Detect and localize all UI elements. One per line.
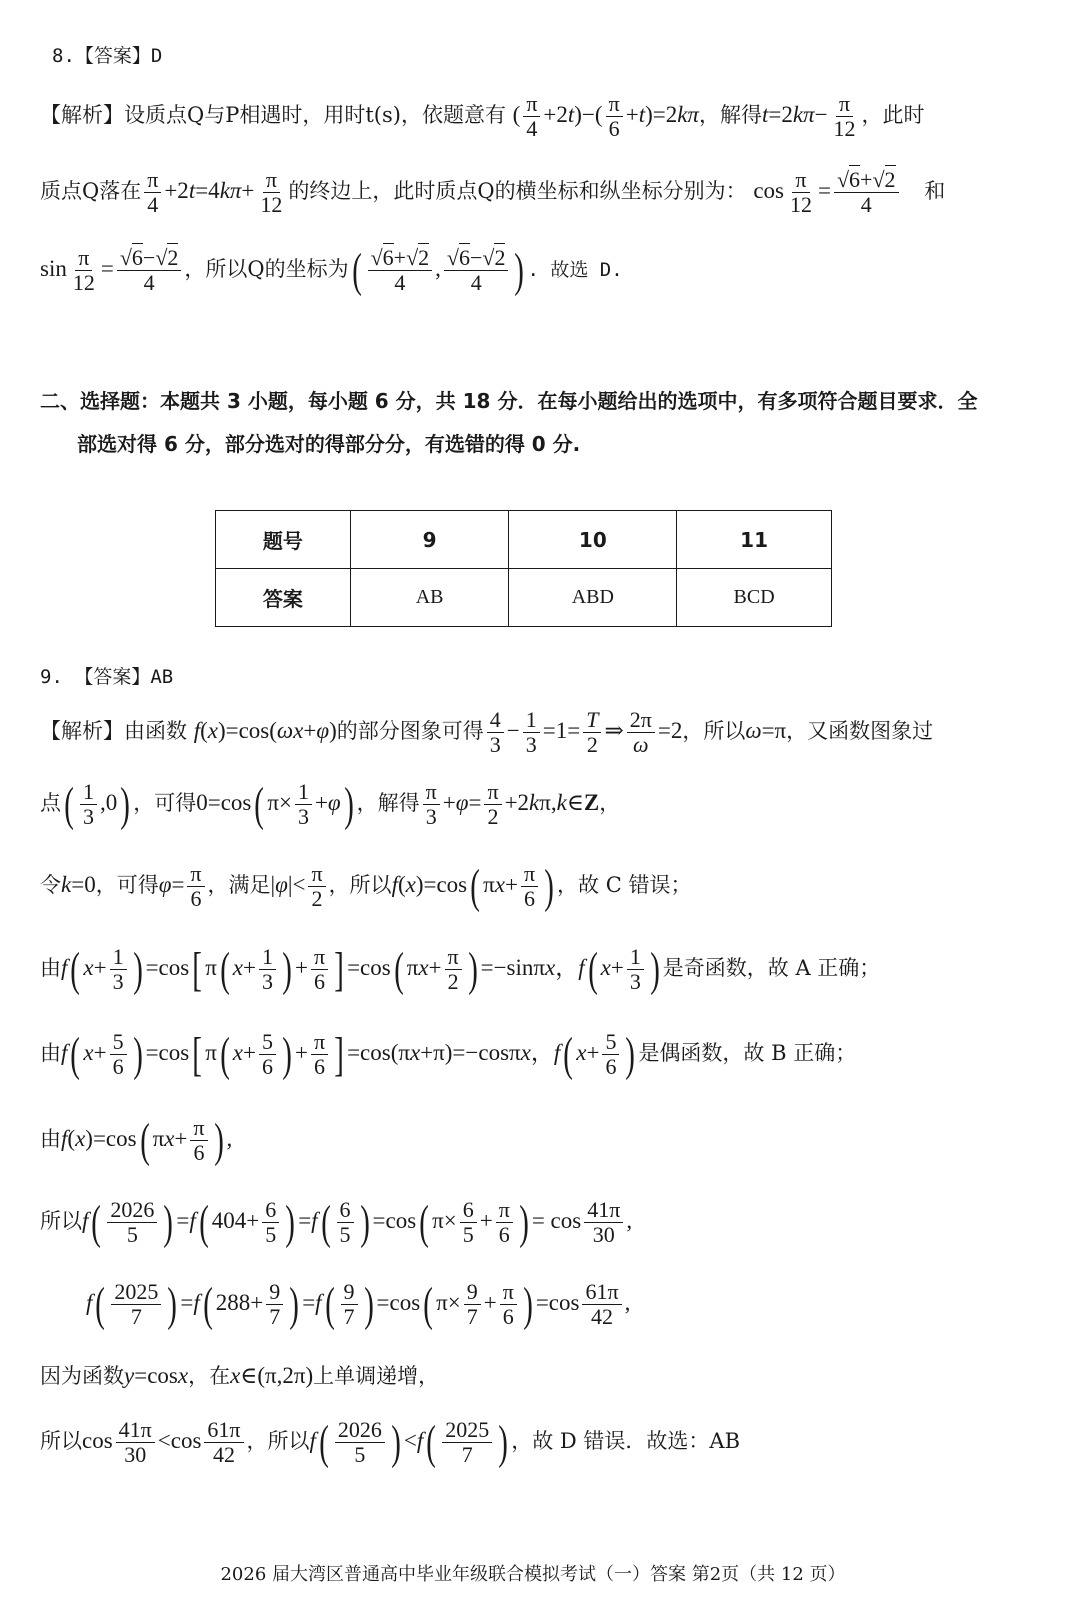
page-footer: 2026 届大湾区普通高中毕业年级联合模拟考试（一）答案 第2页（共 12 页） <box>220 1564 846 1585</box>
q8-text-1b: ，解得 <box>698 102 762 127</box>
q9-text-3b: ，可得 <box>95 872 159 897</box>
q9-equation-zero: 0=cos( π× $\frac{1}{3}$ +φ) <box>196 777 354 831</box>
q8-equation-meet: ( $\frac{\pi}{4}$ +2t)−( $\frac{\pi}{6}$ +t)=2kπ <box>512 91 699 142</box>
q8-text-1a: 设质点Q与P相遇时，用时t(s)，依题意有 <box>124 102 506 127</box>
q8-text-2a: 质点Q落在 <box>40 178 142 203</box>
q9-function-def: f(x)=cos(ωx+φ) <box>193 717 337 743</box>
q9-answer-label: 9. 【答案】AB <box>40 666 174 688</box>
q8-text-2b: 的终边上，此时质点Q的横坐标和纵坐标分别为： <box>288 178 747 203</box>
q8-equation-coord: ( $\frac{√6+√2}{4}$ , $\frac{√6-√2}{4}$ ) <box>351 243 525 297</box>
q8-equation-t: t=2kπ− $\frac{\pi}{12}$ <box>761 91 856 142</box>
answer-table <box>215 510 832 627</box>
q9-text-2b: ，可得 <box>133 790 197 815</box>
table-question-9: 9 <box>350 511 509 569</box>
q9-equation-odd: f( x+ $\frac{1}{3}$ ) =cos[ π( x+ $\frac{1}{3}$ ) + $\frac{\pi}{6}$ ] =cos( πx+ $\frac{\pi}{2}$ ) =−sinπx，f( x+ $\frac{1}{3}$ ) <box>61 942 660 996</box>
q9-line-4 <box>40 942 881 996</box>
q9-you-6: 由 <box>40 1126 61 1151</box>
q9-f-restate: f(x)=cos( πx+ $\frac{\pi}{6}$ ) , <box>61 1113 233 1167</box>
table-header-label: 题号 <box>216 511 351 569</box>
table-question-10: 10 <box>509 511 677 569</box>
q9-omega: ω=π <box>745 717 787 743</box>
q9-text-10a: 所以 <box>40 1428 82 1453</box>
table-answer-9: AB <box>350 569 509 627</box>
q9-equation-phi: $\frac{\pi}{3}$ +φ= $\frac{\pi}{2}$ +2kπ,k∈Z <box>420 790 600 815</box>
q9-text-1a: 由函数 <box>124 718 187 743</box>
q9-f-result: f(x)=cos( πx+ $\frac{\pi}{6}$ ) <box>391 859 554 913</box>
q9-line-3 <box>40 859 692 913</box>
answer-table-header-row <box>216 511 832 569</box>
q8-line-3 <box>40 243 623 297</box>
q9-text-3a: 令 <box>40 872 61 897</box>
q9-equation-period: $\frac{4}{3}$ − $\frac{1}{3}$ =1= $\frac{T}{2}$ ⇒ $\frac{2\pi}{\omega}$ =2 <box>484 718 683 743</box>
q9-point: ( $\frac{1}{3}$ ,0) <box>64 777 131 831</box>
q9-text-1d: ，又函数图象过 <box>786 718 934 743</box>
q9-phi-value: φ= $\frac{\pi}{6}$ <box>159 872 208 897</box>
q9-text-4-end: 是奇函数，故 A 正确； <box>662 955 881 980</box>
q8-text-3a: ，所以Q的坐标为 <box>184 256 349 281</box>
q9-equation-2026: f( $\frac{2026}{5}$ ) =f( 404+ $\frac{6}{5}$ ) =f( $\frac{6}{5}$ ) =cos( π× $\frac{6}{5}$ + $\frac{\pi}{6}$ ) = cos $\frac{41\pi}{30}$ , <box>82 1195 633 1249</box>
q9-text-9b: ，在 <box>188 1364 231 1388</box>
q8-answer-label: 8.【答案】D <box>52 45 163 67</box>
q9-you-5: 由 <box>40 1040 61 1065</box>
q9-text-3e: ，故 C 错误； <box>557 872 692 897</box>
q9-text-10b: ，所以 <box>246 1428 310 1453</box>
table-question-11: 11 <box>677 511 832 569</box>
answer-table-answer-row <box>216 569 832 627</box>
q8-text-2c: 和 <box>924 178 946 203</box>
section2-heading-line2: 部选对得 6 分，部分选对的得部分分，有选错的得 0 分. <box>77 432 581 456</box>
q9-text-2a: 点 <box>40 790 61 815</box>
q9-phi-bound: |φ|< $\frac{\pi}{2}$ <box>271 872 329 897</box>
q9-you-4: 由 <box>40 955 61 980</box>
q9-text-9c: 上单调递增， <box>313 1364 440 1388</box>
q9-line-2: 点( $\frac{1}{3}$ ,0) ，可得0=cos( π× $\frac{1}{3}$ +φ) ，解得 $\frac{\pi}{3}$ +φ= $\frac{\pi}{2}$ +2kπ,k∈Z， <box>40 777 621 831</box>
q8-equation-cos: cos $\frac{\pi}{12}$ = $\frac{√6+√2}{4}$ <box>753 178 901 203</box>
q9-text-7a: 所以 <box>40 1208 82 1233</box>
q9-text-1b: 的部分图象可得 <box>336 718 484 743</box>
q9-line-7 <box>40 1195 633 1249</box>
q9-line-1 <box>40 708 933 757</box>
q9-text-2c: ，解得 <box>356 790 420 815</box>
q9-equation-even: f( x+ $\frac{5}{6}$ ) =cos[ π( x+ $\frac{5}{6}$ ) + $\frac{\pi}{6}$ ] =cos(πx+π)=−cosπx，f( x+ $\frac{5}{6}$ ) <box>61 1027 636 1081</box>
table-answer-11: BCD <box>677 569 832 627</box>
section2-heading-line1: 二、选择题：本题共 3 小题，每小题 6 分，共 18 分．在每小题给出的选项中，有多项符合题目要求．全 <box>40 389 978 413</box>
q8-equation-sin: sin $\frac{\pi}{12}$ = $\frac{√6-√2}{4}$ <box>40 256 184 281</box>
q8-line-2 <box>40 168 945 217</box>
q9-y-cos: y=cosx <box>124 1363 189 1388</box>
q9-k-zero: k=0 <box>61 871 96 897</box>
q9-line-8 <box>86 1277 631 1331</box>
q9-compare-cos: cos $\frac{41\pi}{30}$ <cos $\frac{61\pi}{42}$ <box>82 1428 247 1453</box>
q9-line-10 <box>40 1415 741 1469</box>
q8-equation-angle: $\frac{\pi}{4}$ +2t=4kπ+ $\frac{\pi}{12}$ <box>141 178 288 203</box>
q8-text-1c: ，此时 <box>861 102 925 127</box>
analysis-tag: 【解析】 <box>40 102 124 127</box>
q9-line-5 <box>40 1027 857 1081</box>
table-answer-10: ABD <box>509 569 677 627</box>
q8-line-1 <box>40 92 925 141</box>
q9-text-5-end: 是偶函数，故 B 正确； <box>638 1040 857 1065</box>
q9-text-1c: ，所以 <box>682 718 746 743</box>
q8-text-3b: . 故选 D. <box>527 258 623 281</box>
q9-equation-2025: f( $\frac{2025}{7}$ ) =f( 288+ $\frac{9}{7}$ ) =f( $\frac{9}{7}$ ) =cos( π× $\frac{9}{7}$ + $\frac{\pi}{6}$ ) =cos $\frac{61\pi}{42}$ , <box>86 1277 631 1331</box>
q9-text-3d: ，所以 <box>328 872 392 897</box>
q9-line-6 <box>40 1113 233 1167</box>
q9-line-9 <box>40 1362 439 1390</box>
q9-interval: x∈(π,2π) <box>230 1363 314 1388</box>
analysis-tag: 【解析】 <box>40 718 124 743</box>
q9-text-9a: 因为函数 <box>40 1364 124 1388</box>
table-answer-label: 答案 <box>216 569 351 627</box>
q9-compare-f: f( $\frac{2026}{5}$ ) <f( $\frac{2025}{7}$ ) <box>309 1415 509 1469</box>
q9-text-3c: ，满足 <box>207 872 271 897</box>
q9-text-10c: ，故 D 错误．故选：AB <box>511 1428 741 1453</box>
